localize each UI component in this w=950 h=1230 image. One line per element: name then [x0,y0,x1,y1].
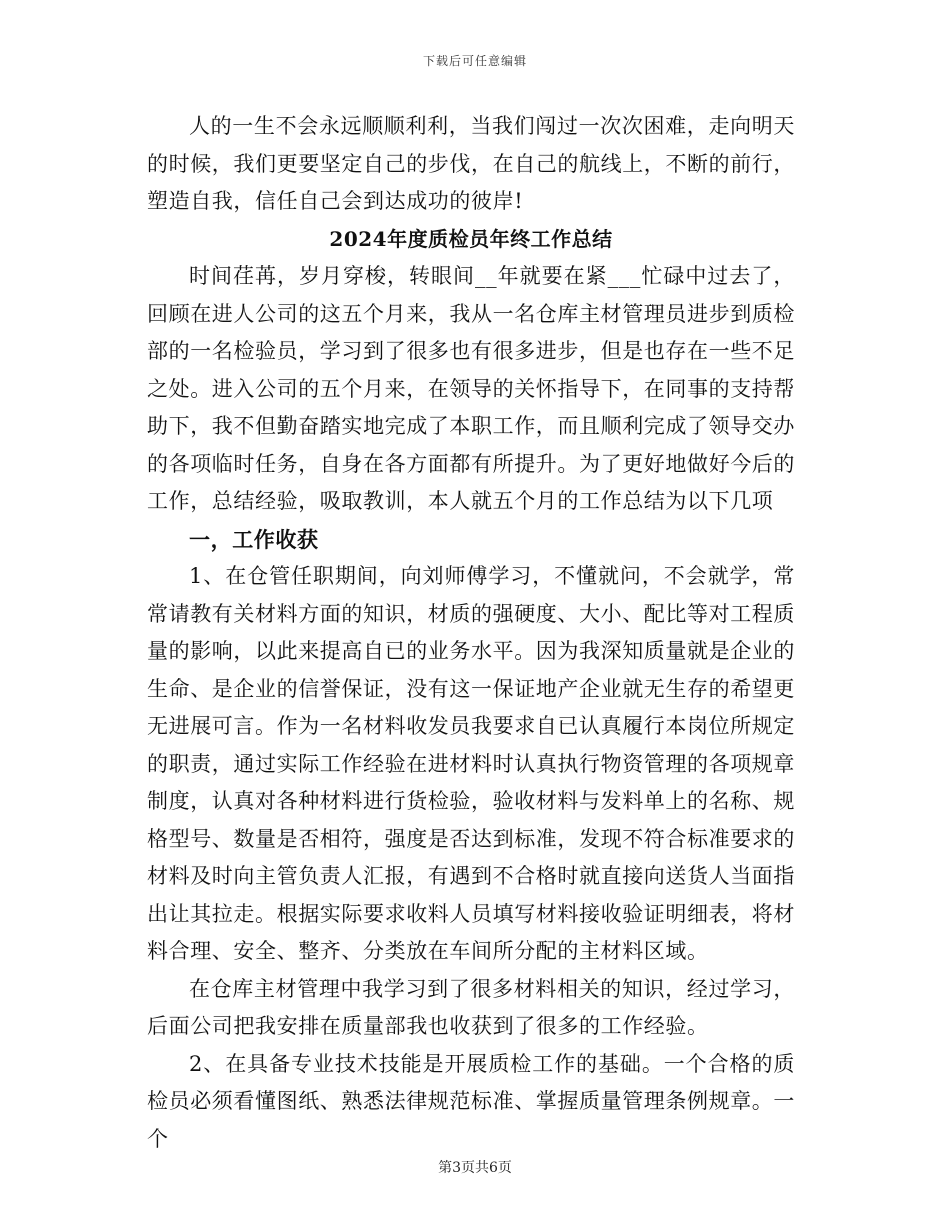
document-body [147,108,795,1158]
document-title: 2024年度质检员年终工作总结 [329,226,613,251]
paragraph-warehouse-learning: 在仓库主材管理中我学习到了很多材料相关的知识，经过学习，后面公司把我安排在质量部我也收获到了很多的工作经验。 [147,976,795,1038]
paragraph-item-2: 2、在具备专业技术技能是开展质检工作的基础。一个合格的质检员必须看懂图纸、熟悉法律规范标准、掌握质量管理条例规章。一个 [147,1051,795,1151]
paragraph-item-1: 1、在仓管任职期间，向刘师傅学习，不懂就问，不会就学，常常请教有关材料方面的知识，材质的强硬度、大小、配比等对工程质量的影响，以此来提高自已的业务水平。因为我深知质量就是企业的生命、是企业的信誉保证，没有这一保证地产企业就无生存的希望更无进展可言。作为一名材料收发员我要求自已认真履行本岗位所规定的职责，通过实际工作经验在进材料时认真执行物资管理的各项规章制度，认真对各种材料进行货检验，验收材料与发料单上的名称、规格型号、数量是否相符，强度是否达到标准，发现不符合标准要求的材料及时向主管负责人汇报，有遇到不合格时就直接向送货人当面指出让其拉走。根据实际要求收料人员填写材料接收验证明细表，将材料合理、安全、整齐、分类放在车间所分配的主材料区域。 [147,564,795,963]
section-heading-work-gains: 一，工作收获 [189,526,319,552]
page-header: 下载后可任意编辑 [422,54,527,68]
intro-paragraph: 人的一生不会永远顺顺利利，当我们闯过一次次困难，走向明天的时候，我们更要坚定自己的步伐，在自己的航线上，不断的前行，塑造自我，信任自己会到达成功的彼岸! [147,114,795,213]
paragraph-opening: 时间荏苒，岁月穿梭，转眼间__年就要在紧___忙碌中过去了，回顾在进人公司的这五个月来，我从一名仓库主材管理员进步到质检部的一名检验员，学习到了很多也有很多进步，但是也存在一些不足之处。进入公司的五个月来，在领导的关怀指导下，在同事的支持帮助下，我不但勤奋踏实地完成了本职工作，而且顺利完成了领导交办的各项临时任务，自身在各方面都有所提升。为了更好地做好今后的工作，总结经验，吸取教训，本人就五个月的工作总结为以下几项 [147,264,795,513]
page-number: 第3页共6页 [438,1160,512,1176]
